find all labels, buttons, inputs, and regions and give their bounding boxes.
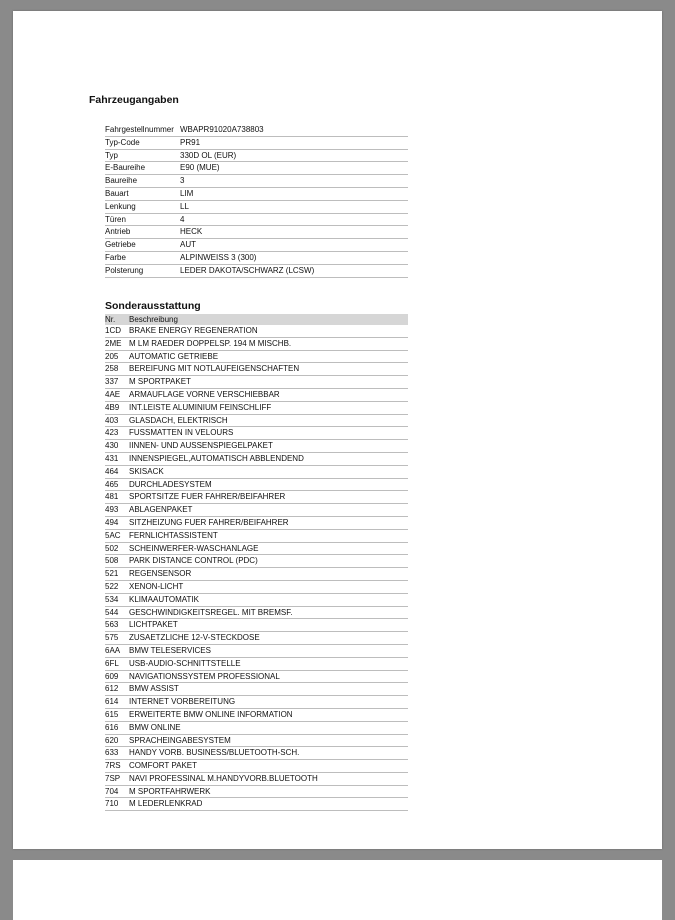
- option-row: [105, 530, 408, 543]
- option-description: INNENSPIEGEL,AUTOMATISCH ABBLENDEND: [129, 453, 304, 463]
- option-description: HANDY VORB. BUSINESS/BLUETOOTH-SCH.: [129, 748, 300, 758]
- option-description: SPRACHEINGABESYSTEM: [129, 735, 231, 745]
- option-code: 465: [105, 479, 119, 489]
- option-description: NAVI PROFESSINAL M.HANDYVORB.BLUETOOTH: [129, 773, 318, 783]
- vehicle-field-value: E90 (MUE): [180, 163, 220, 173]
- option-row: [105, 735, 408, 748]
- option-row: [105, 773, 408, 786]
- option-code: 6FL: [105, 658, 119, 668]
- option-code: 337: [105, 377, 119, 387]
- vehicle-field-label: Bauart: [105, 188, 129, 198]
- vehicle-field-value: ALPINWEISS 3 (300): [180, 252, 257, 262]
- option-code: 704: [105, 786, 119, 796]
- vehicle-row: [105, 124, 408, 137]
- option-row: [105, 338, 408, 351]
- vehicle-field-label: Polsterung: [105, 265, 144, 275]
- option-row: [105, 760, 408, 773]
- column-header-description: Beschreibung: [129, 315, 178, 324]
- vehicle-field-value: 4: [180, 214, 185, 224]
- vehicle-row: [105, 150, 408, 163]
- option-code: 612: [105, 684, 119, 694]
- vehicle-field-value: PR91: [180, 137, 201, 147]
- option-description: FUSSMATTEN IN VELOURS: [129, 428, 234, 438]
- option-row: [105, 517, 408, 530]
- option-row: [105, 325, 408, 338]
- vehicle-field-label: Typ: [105, 150, 118, 160]
- vehicle-field-label: Fahrgestellnummer: [105, 125, 174, 134]
- vehicle-field-value: AUT: [180, 240, 196, 250]
- option-code: 502: [105, 543, 119, 553]
- option-row: [105, 645, 408, 658]
- option-description: ZUSAETZLICHE 12-V-STECKDOSE: [129, 633, 260, 643]
- vehicle-field-label: Lenkung: [105, 201, 136, 211]
- option-row: [105, 427, 408, 440]
- option-row: [105, 504, 408, 517]
- option-row: [105, 363, 408, 376]
- option-row: [105, 440, 408, 453]
- option-row: [105, 389, 408, 402]
- option-description: INT.LEISTE ALUMINIUM FEINSCHLIFF: [129, 402, 272, 412]
- option-description: NAVIGATIONSSYSTEM PROFESSIONAL: [129, 671, 280, 681]
- option-row: [105, 619, 408, 632]
- option-description: INTERNET VORBEREITUNG: [129, 697, 236, 707]
- vehicle-field-label: Antrieb: [105, 227, 131, 237]
- vehicle-row: [105, 201, 408, 214]
- option-row: [105, 607, 408, 620]
- options-table-header: [105, 314, 408, 325]
- option-code: 521: [105, 569, 119, 579]
- option-code: 258: [105, 364, 119, 374]
- option-row: [105, 402, 408, 415]
- option-code: 7RS: [105, 761, 121, 771]
- option-description: BEREIFUNG MIT NOTLAUFEIGENSCHAFTEN: [129, 364, 300, 374]
- option-code: 1CD: [105, 326, 122, 335]
- vehicle-field-label: Farbe: [105, 252, 126, 262]
- option-description: BMW ASSIST: [129, 684, 179, 694]
- option-row: [105, 747, 408, 760]
- option-row: [105, 709, 408, 722]
- option-description: AUTOMATIC GETRIEBE: [129, 351, 219, 361]
- option-description: KLIMAAUTOMATIK: [129, 594, 199, 604]
- option-row: [105, 453, 408, 466]
- option-description: ABLAGENPAKET: [129, 505, 193, 515]
- option-description: FERNLICHTASSISTENT: [129, 530, 218, 540]
- option-description: REGENSENSOR: [129, 569, 192, 579]
- vehicle-field-label: Typ-Code: [105, 137, 140, 147]
- option-code: 403: [105, 415, 119, 425]
- vehicle-row: [105, 188, 408, 201]
- option-code: 493: [105, 505, 119, 515]
- option-description: SCHEINWERFER-WASCHANLAGE: [129, 543, 259, 553]
- option-row: [105, 658, 408, 671]
- option-row: [105, 722, 408, 735]
- option-row: [105, 786, 408, 799]
- option-code: 508: [105, 556, 119, 566]
- option-description: USB-AUDIO-SCHNITTSTELLE: [129, 658, 241, 668]
- option-code: 2ME: [105, 338, 122, 348]
- option-description: XENON-LICHT: [129, 581, 184, 591]
- option-row: [105, 555, 408, 568]
- option-code: 616: [105, 722, 119, 732]
- vehicle-row: [105, 226, 408, 239]
- option-code: 423: [105, 428, 119, 438]
- option-description: DURCHLADESYSTEM: [129, 479, 212, 489]
- option-description: M SPORTFAHRWERK: [129, 786, 211, 796]
- option-code: 430: [105, 441, 119, 451]
- vehicle-field-value: LL: [180, 201, 189, 211]
- option-code: 615: [105, 709, 119, 719]
- vehicle-field-value: LEDER DAKOTA/SCHWARZ (LCSW): [180, 265, 315, 275]
- vehicle-field-value: LIM: [180, 188, 194, 198]
- option-code: 614: [105, 697, 119, 707]
- option-row: [105, 594, 408, 607]
- option-row: [105, 581, 408, 594]
- vehicle-data-table: [105, 124, 408, 278]
- vehicle-row: [105, 175, 408, 188]
- option-row: [105, 491, 408, 504]
- option-code: 609: [105, 671, 119, 681]
- option-description: GLASDACH, ELEKTRISCH: [129, 415, 228, 425]
- vehicle-section-title: Fahrzeugangaben: [89, 94, 179, 106]
- options-section-title: Sonderausstattung: [105, 300, 201, 312]
- option-description: GESCHWINDIGKEITSREGEL. MIT BREMSF.: [129, 607, 293, 617]
- vehicle-field-label: Baureihe: [105, 176, 138, 186]
- option-row: [105, 376, 408, 389]
- option-code: 431: [105, 453, 119, 463]
- option-description: ARMAUFLAGE VORNE VERSCHIEBBAR: [129, 389, 280, 399]
- option-code: 481: [105, 492, 119, 502]
- option-row: [105, 798, 408, 811]
- next-document-page: [13, 860, 662, 920]
- vehicle-row: [105, 265, 408, 278]
- option-row: [105, 415, 408, 428]
- vehicle-row: [105, 214, 408, 227]
- option-code: 563: [105, 620, 119, 630]
- option-row: [105, 479, 408, 492]
- option-description: BRAKE ENERGY REGENERATION: [129, 326, 258, 335]
- option-description: SITZHEIZUNG FUER FAHRER/BEIFAHRER: [129, 517, 289, 527]
- option-description: M SPORTPAKET: [129, 377, 191, 387]
- option-row: [105, 351, 408, 364]
- column-header-nr: Nr.: [105, 315, 116, 324]
- options-table: [105, 314, 408, 811]
- option-code: 5AC: [105, 530, 121, 540]
- vehicle-field-label: Türen: [105, 214, 126, 224]
- vehicle-field-value: WBAPR91020A738803: [180, 125, 264, 134]
- option-row: [105, 466, 408, 479]
- option-description: ERWEITERTE BMW ONLINE INFORMATION: [129, 709, 293, 719]
- option-description: M LEDERLENKRAD: [129, 799, 203, 809]
- vehicle-row: [105, 239, 408, 252]
- option-row: [105, 568, 408, 581]
- option-row: [105, 543, 408, 556]
- option-code: 205: [105, 351, 119, 361]
- vehicle-field-value: 330D OL (EUR): [180, 150, 237, 160]
- option-code: 4AE: [105, 389, 121, 399]
- option-description: COMFORT PAKET: [129, 761, 198, 771]
- option-row: [105, 632, 408, 645]
- option-code: 464: [105, 466, 119, 476]
- option-description: BMW ONLINE: [129, 722, 181, 732]
- option-code: 575: [105, 633, 119, 643]
- option-code: 620: [105, 735, 119, 745]
- option-description: LICHTPAKET: [129, 620, 178, 630]
- option-row: [105, 671, 408, 684]
- option-description: SPORTSITZE FUER FAHRER/BEIFAHRER: [129, 492, 286, 502]
- option-code: 7SP: [105, 773, 121, 783]
- vehicle-row: [105, 137, 408, 150]
- option-code: 522: [105, 581, 119, 591]
- option-description: IINNEN- UND AUSSENSPIEGELPAKET: [129, 441, 273, 451]
- document-page: [13, 11, 662, 849]
- vehicle-row: [105, 252, 408, 265]
- option-description: SKISACK: [129, 466, 164, 476]
- option-code: 494: [105, 517, 119, 527]
- option-code: 534: [105, 594, 119, 604]
- option-row: [105, 683, 408, 696]
- option-code: 710: [105, 799, 119, 809]
- option-description: PARK DISTANCE CONTROL (PDC): [129, 556, 258, 566]
- vehicle-row: [105, 162, 408, 175]
- option-description: M LM RAEDER DOPPELSP. 194 M MISCHB.: [129, 338, 292, 348]
- option-code: 6AA: [105, 645, 121, 655]
- vehicle-field-value: HECK: [180, 227, 203, 237]
- option-code: 544: [105, 607, 119, 617]
- option-row: [105, 696, 408, 709]
- vehicle-field-label: E-Baureihe: [105, 163, 146, 173]
- vehicle-field-label: Getriebe: [105, 240, 136, 250]
- vehicle-field-value: 3: [180, 176, 185, 186]
- option-code: 4B9: [105, 402, 120, 412]
- option-code: 633: [105, 748, 119, 758]
- option-description: BMW TELESERVICES: [129, 645, 211, 655]
